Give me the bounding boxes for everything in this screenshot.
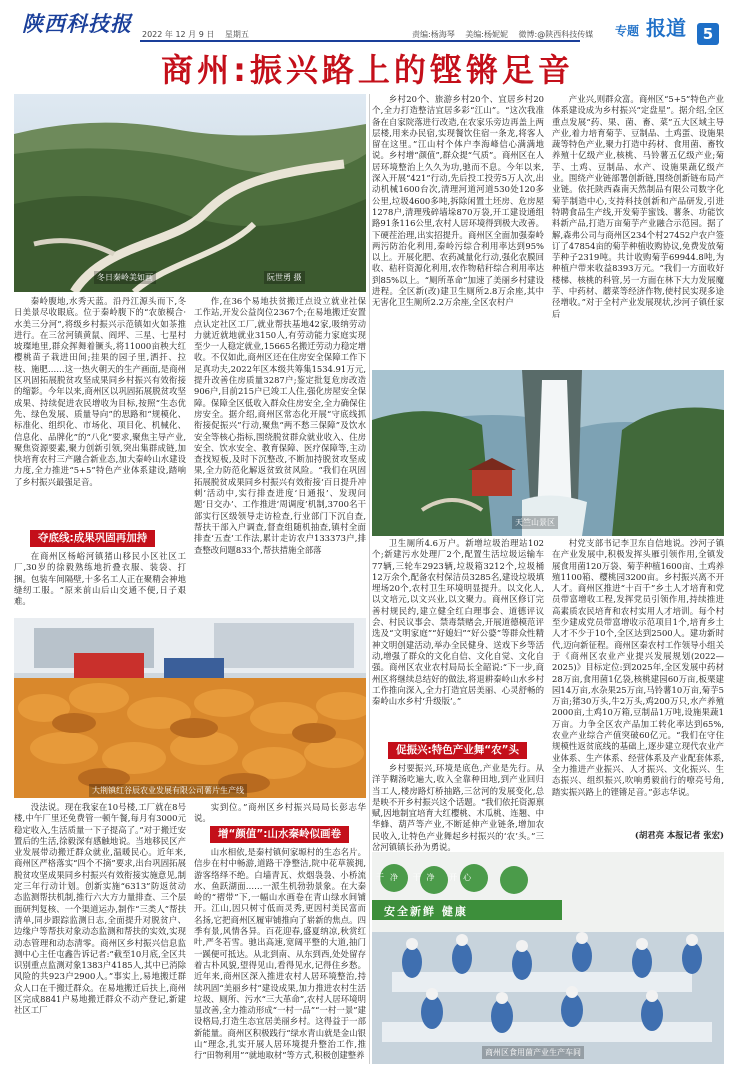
paragraph: 村党支部书记李卫东自信地说。沙河子镇在产业发展中,积极发挥头雁引领作用,全镇发展食用菌120万袋、菊芋种植1600亩、土鸡养殖1100箱、樱桃园3200亩。乡村振兴离不开人才。商州区推进“十百千”乡土人才培育和党员带富增收工程,发挥党员引领作用,持续推进高素质农民培育和农村实用人才培训。每个村至少建成党员带富增收示范项目1个,培育乡土人才不少于10个,全区达到2500人。建功新时代,迈向新征程。商州区秦农村工作领导小组关于《商州区农业产业提兴发展规划(2022—2025)》目标定位:到2025年,全区发展中药材28万亩,食用菌1亿袋,核桃建园60万亩,板栗建园14万亩,水杂果25万亩,马铃薯10万亩,菊芋5万亩;猪30万头,牛2万头,鸡200万只,水产养殖2000亩,土鸡10万箱,豆制品1万吨,设施果蔬1万亩。力争全区农产品加工转化率达到65%,农业产业综合产值突破60亿元。“我们在守住规模性返贫底线的基础上,逐步建立现代农业产业体系、生产体系、经营体系及产业配套体系,全力推进产业振兴、人才振兴、文化振兴、生态振兴、组织振兴,吹响勇毅前行的嘹亮号角,踏实振兴路上的铿锵足音。”彭志华说。 — [552, 538, 724, 797]
article-column-1a — [14, 296, 186, 526]
subhead-1: 夺底线:成果巩固再加持 — [30, 530, 155, 547]
photo-chip-factory — [14, 618, 366, 798]
photo-mountain-road — [14, 94, 366, 292]
column-divider — [369, 94, 370, 1064]
article-column-2c — [194, 847, 366, 1066]
paragraph: 山水相依,是秦村镇何家塬村的生态名片。信步在村中畅游,道路干净整洁,院中花草簇拥,游客络绎不绝。白墙青瓦、炊烟袅袅、小桥流水、鱼跃湖面……一派生机勃勃景象。在大秦岭的“褶带”下,一幅山水画卷在青山绿水间铺开。江山,因只树寸低而灵秀,更因村美民富而名扬,它把商州区履审铺推向了崭新的焦点。四季有景,风情各异。百花迎春,盛夏纳凉,秋赏红叶,严冬若雪。驰出高速,宽阔平整的大道,抽门一蹊便可抵达。从北到南、从东到西,处处留存着古朴风貌,望得见山,看得见水,记得住乡愁。近年来,商州区深入推进农村人居环境整治,持续巩固“美丽乡村”建设成果,加力推进农村生活垃圾、厕所、污水“三大革命”,农村人居环境明显改善,全力推动形成“一村一品”“一村一景”建设格局,打造生态宜居美丽乡村。这得益于一部新能量。商州区积极践行“绿水青山就是金山银山”理念,扎实开展人居环境提升整治工作,推行“田物利用”“就地取材”等方式,积极创建整养 — [194, 847, 366, 1061]
paragraph: 乡村要振兴,环境是底色,产业是先行。从洋芋糊汤吃遍大,收入全靠种田地,到产业回归当工人,楼房路灯桥抽路,三岔河的发展变化,总是映不开乡村振兴这个话题。“我们依托资源禀赋,因地制宜培育大红樱桃、木瓜桃、连翘、中华蜂、葫芦等产业,不断延伸产业链条,增加农民收入,让特色产业舞起乡村振兴的‘农’头。”三岔河镇镇长孙为勇说。 — [372, 763, 544, 853]
article-column-3b — [372, 538, 544, 738]
editor-credit: 责编:杨海琴 — [412, 30, 455, 39]
photo-caption: 商州区食用菌产业生产车间 — [482, 1046, 584, 1059]
photo-waterfall — [372, 370, 724, 536]
weekday: 星期五 — [224, 30, 249, 39]
subhead-2: 增“颜值”:山水秦岭似画卷 — [210, 826, 349, 843]
article-column-4b — [552, 538, 724, 828]
workshop-image — [372, 852, 724, 1064]
issue-date: 2022 年 12 月 9 日 — [142, 30, 215, 39]
credits — [412, 29, 601, 40]
photo-caption: 冬日秦岭美如画 — [94, 271, 156, 284]
mountain-road-image — [14, 94, 366, 292]
photo-mushroom-workshop — [372, 852, 724, 1064]
designer-credit: 美编:杨妮妮 — [465, 30, 508, 39]
baodao-label: 报道 — [646, 16, 686, 40]
article-column-2b — [194, 802, 366, 824]
article-column-2a — [194, 296, 366, 616]
article-column-1c — [14, 802, 186, 1066]
workshop-banner-1: 干净 干净 开心 — [376, 873, 478, 882]
dateline — [142, 29, 257, 40]
paragraph: 没法说。现在我家在10号楼,工厂就在8号楼,中午厂里还免费管一顿午餐,每月有3000元稳定收入,生活质量一下子提高了。”对于搬迁安置后的生活,徐毅深有感触地说。当地移民区产业发展带动搬迁群众就业,温暖民心。近年来,商州区严格落实“四个不摘”要求,出台巩固拓展脱贫攻坚成果同乡村振兴有效衔接实施意见,制定三年行动计划。创新实施“6313”防返贫动态监测帮扶机制,推行六大方力量排查、三个层面研判复核、一个渠道运办,制作“三类人”帮扶清单,同步跟踪监测日志,全面提升对脱贫户、边缘户等帮扶对象动态监测和帮扶的实效,实现动态管理和动态清零。商州区乡村振兴信息监测中心主任屯鑫告诉记者:“截至10月底,全区共识别重点监测对象1383户4185人,其中已消除风险的共923户2900人。”事实上,易地搬迁群众人口在千搬迁群众。在易地搬迁后扶上,商州区完成8841户易地搬迁群众不动产登记,新建社区工厂 — [14, 802, 186, 1016]
masthead-rule — [140, 40, 580, 42]
factory-image — [14, 618, 366, 798]
byline-text: (胡君亮 本报记者 张宏) — [634, 830, 724, 840]
page-number: 5 — [697, 23, 719, 45]
byline — [552, 830, 724, 844]
masthead — [0, 0, 735, 46]
article-column-4a — [552, 94, 724, 368]
paragraph: 作,在36个易地扶贫搬迁点设立就业社保工作站,开发公益岗位2367个;在易地搬迁安置点认定社区工厂,就业帮扶基地42家,吸纳劳动力就近就地就业3150人,有劳动能力家庭实现至少一人稳定就业,15665名搬迁劳动力稳定增收。不仅如此,商州区还在住房安全保障工作下足真功夫,2022年区本级共筹集1534.91万元,提升改善住房质量3287户;鉴定批复危房改造906户,目前215户已竣工人住,强化房屋安全保障。保障全区低收入群众住房安全,全力确保住房安全。据介绍,商州区常态化开展“守底线抓衔接促振兴”行动,聚焦“两不愁三保障”及饮水安全等核心指标,围绕脱贫群众就业收入、住房安全、饮水安全、教育保障、医疗保障等,主动查找短板,及时下沉整改,不断加持脱贫攻坚成果,全力防范化解返贫致贫风险。“我们在巩固拓展脱贫成果同乡村振兴有效衔接‘百日提升冲刺’活动中,实行排查进度‘日通报’、发现问题‘日交办’、工作推进‘周调度’机制,3700名干部实行区级领导走访检查,行业部门下沉自查,帮扶干部入户调查,督查组随机抽查,镇村全面排查‘五查’工作法,累计走访农户133373户,排查整改问题833个,帮扶措施全部落 — [194, 296, 366, 555]
photo-caption: 大荆镇红谷辰农业发展有限公司薯片生产线 — [89, 784, 247, 797]
newspaper-logo: 陕西科技报 — [22, 11, 132, 36]
weibo-credit: 微博:@陕西科技传媒 — [518, 30, 594, 39]
photo-credit: 阮世勇 摄 — [264, 271, 305, 284]
paragraph: 在商州区杨峪河镇猪山移民小区社区工厂,30岁的徐毅熟练地折叠衣服、装袋、打捆。包装车间隔壁,十多名工人正在聚精会神地缝纫工服。“原来前山后山交通不便,日子艰难。 — [14, 551, 186, 607]
subhead-3: 促振兴:特色产业舞“农”头 — [388, 742, 527, 759]
workshop-banner-2: 安全新鲜 健康 — [384, 905, 468, 918]
paragraph: 实到位。”商州区乡村振兴局局长彭志华说。 — [194, 802, 366, 824]
waterfall-image — [372, 370, 724, 536]
article-column-3a — [372, 94, 544, 368]
paragraph: 秦岭腹地,水秀天蓝。沿丹江源头而下,冬日美景尽收眼底。位于秦岭腹下的“农旅模合·水美三分河”,将级乡村振兴示范镇如火如茶推进行。在三岔河镇黄鼠、阎坪、三星、七星村坡璨地里,群众挥舞着镢头,将11000亩秧大红樱桃苗子栽进田间;挂果的园子里,洒扦、拉枝、施肥……这一热火朝天的生产画面,是商州区巩固拓展脱贫攻坚成果同乡村振兴有效衔接的缩影。今年以来,商州区以巩固拓展脱贫攻坚成果、持续促进农民增收为目标,按照“生态优先、绿色发展、质量导向”的思路和“规模化、标准化、组织化、市场化、项目化、机械化、信息化、品牌化”的“八化”要求,聚焦主导产业,聚焦资源要素,聚力创新引领,突出集群成链,加快培育农村三产融合新业态,加大秦岭山水建设力度,全力推进“5+5”特色产业体系建设,踏响了乡村振兴最强足音。 — [14, 296, 186, 487]
paragraph: 乡村20个、旅游乡村20个、宜居乡村20个,全力打造整洁宜居多彩“江山”。“这次我准备在自家院落进行改造,在农家乐旁边再盖上两层楼,用来办民宿,实现餐饮住宿一条龙,将客人留在这里。”江山村个体户李海峰信心满满地说。乡村增“颜值”,群众提“气质”。商州区在人居环境整治上久久为功,驰而不息。今年以来,深入开展“421”行动,先后投工投劳5万人次,出动机械1600台次,清理河道河道530处120多公里,垃圾4600多吨,拆除闲置土坯房、危房屋1278户,清理残碎墙垛870万袋,开工建设通组路91条116公里,农村人居环境得到极大改善。下硬茬治理,出实招提升。商州区全面加强秦岭两污防治化利用,秦岭污综合利用率达到95%以上。开展化肥、农药减量化行动,强化农膜回收、秸秆资源化利用,农作物秸秆综合利用率达到85%以上。“厕所革命”加速了美丽乡村建设进程。全区新(改)建卫生厕所2.8万余座,其中无害化卫生厕所2.2万余座,全区农村户 — [372, 94, 544, 308]
paragraph: 产业兴,则群众富。商州区“5+5”特色产业体系建设成为乡村振兴“定盘星”。据介绍,全区重点发展“药、果、菌、畜、菜”五大区域主导产业,着力培育菊芋、豆制品、土鸡蛋、设施果蔬等特色产业,聚力打造中药材、食用菌、畜牧养殖十亿级产业,核桃、马铃薯五亿级产业;菊芋、土鸡、豆制品、水产、设施果蔬亿级产业。围绕产业链部署创新链,围绕创新链布局产业链。依托陕西森南天然制品有限公司数字化菊芋制造中心,支持科技创新和产品研发,引进特聘食品生产线,开发菊芋蜜饯、薯条、功能饮料新产品,打造万亩菊芋产业融合示范园。据了解,森弗公司与商州区234个村27452户农户签订了47854亩的菊芋种植收购协议,免费发放菊芋种子2319吨。共计收购菊芋69944.8吨,为种植户带来收益8393万元。“我们一方面收好楼梯、核桃的科管,另一方面在林下大力发展魔芋、中药材、蘑菜等经济作物,使村民实现多途径增收。”对于全村产业发展现状,沙河子镇任家后 — [552, 94, 724, 319]
photo-caption: 天竺山景区 — [512, 516, 558, 529]
article-column-1b — [14, 551, 186, 616]
section-label: 专题 — [615, 24, 640, 38]
article-column-3c — [372, 763, 544, 855]
page-headline: 商州:振兴路上的铿锵足音 — [161, 51, 574, 89]
paragraph: 卫生厕所4.6万户。新增垃圾治理站102个;新建污水处理厂2个,配置生活垃圾运输车77辆,三轮车2923辆,垃圾箱3212个,垃圾桶12万余个,配备农村保洁员3285名,建设垃圾填埋场20个,农村卫生环境明显提升。以文化人,以文培元,以文兴业,以文聚力。商州区修订完善村规民约,建立健全红白理事会、道德评议会、村民议事会、禁毒禁赌会,开展道德模范评选及“文明家庭”“好媳妇”“好公婆”等群众性精神文明创建活动,举办全民健身、送戏下乡等活动,增强了群众的文化自信、文化自觉、文化自强。商州区农业农村局局长全韶说:“下一步,商州区将继续总结好的做法,将退耕秦岭山水乡村工作推向深入,全力打造宜居美丽、心灵舒畅的秦岭山水乡村‘升级版’。” — [372, 538, 544, 707]
